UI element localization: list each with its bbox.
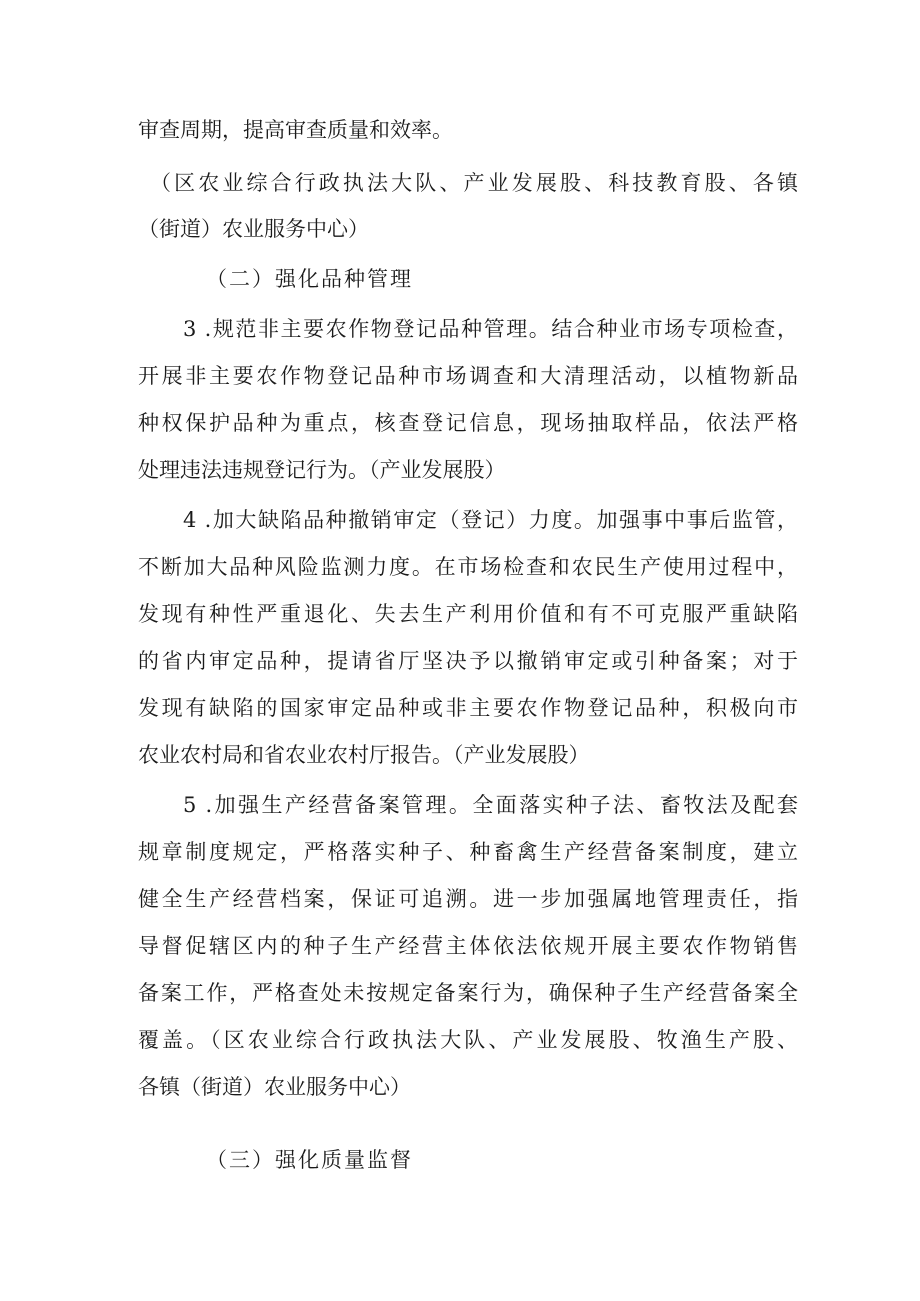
text-line: 备案工作，严格查处未按规定备案行为，确保种子生产经营备案全 <box>138 981 798 1005</box>
text-line: 发现有缺陷的国家审定品种或非主要农作物登记品种，积极向市 <box>138 696 798 720</box>
text-line: 种权保护品种为重点，核查登记信息，现场抽取样品，依法严格 <box>138 411 798 435</box>
text-line: 各镇（街道）农业服务中心） <box>138 1075 411 1099</box>
text-line: 开展非主要农作物登记品种市场调查和大清理活动，以植物新品 <box>138 364 798 388</box>
text-line: 4 .加大缺陷品种撤销审定（登记）力度。加强事中事后监管， <box>183 508 798 532</box>
text-line: 导督促辖区内的种子生产经营主体依法依规开展主要农作物销售 <box>138 934 798 958</box>
text-line: 处理违法违规登记行为。（产业发展股） <box>138 458 506 482</box>
text-line: （区农业综合行政执法大队、产业发展股、科技教育股、各镇 <box>150 171 798 195</box>
section-heading: （三）强化质量监督 <box>206 1148 413 1172</box>
text-line: 农业农村局和省农业农村厅报告。（产业发展股） <box>138 743 590 767</box>
text-line: （街道）农业服务中心） <box>138 217 369 241</box>
text-line: 审查周期，提高审查质量和效率。 <box>138 118 453 142</box>
text-line: 不断加大品种风险监测力度。在市场检查和农民生产使用过程中， <box>138 555 798 579</box>
text-line: 3 .规范非主要农作物登记品种管理。结合种业市场专项检查， <box>183 317 798 341</box>
section-heading: （二）强化品种管理 <box>206 267 413 291</box>
text-line: 的省内审定品种，提请省厅坚决予以撤销审定或引种备案；对于 <box>138 649 798 673</box>
text-line: 健全生产经营档案，保证可追溯。进一步加强属地管理责任，指 <box>138 887 798 911</box>
text-line: 规章制度规定，严格落实种子、种畜禽生产经营备案制度，建立 <box>138 840 798 864</box>
text-line: 5 .加强生产经营备案管理。全面落实种子法、畜牧法及配套 <box>183 793 798 817</box>
text-line: 覆盖。（区农业综合行政执法大队、产业发展股、牧渔生产股、 <box>138 1028 798 1052</box>
text-line: 发现有种性严重退化、失去生产利用价值和有不可克服严重缺陷 <box>138 602 798 626</box>
